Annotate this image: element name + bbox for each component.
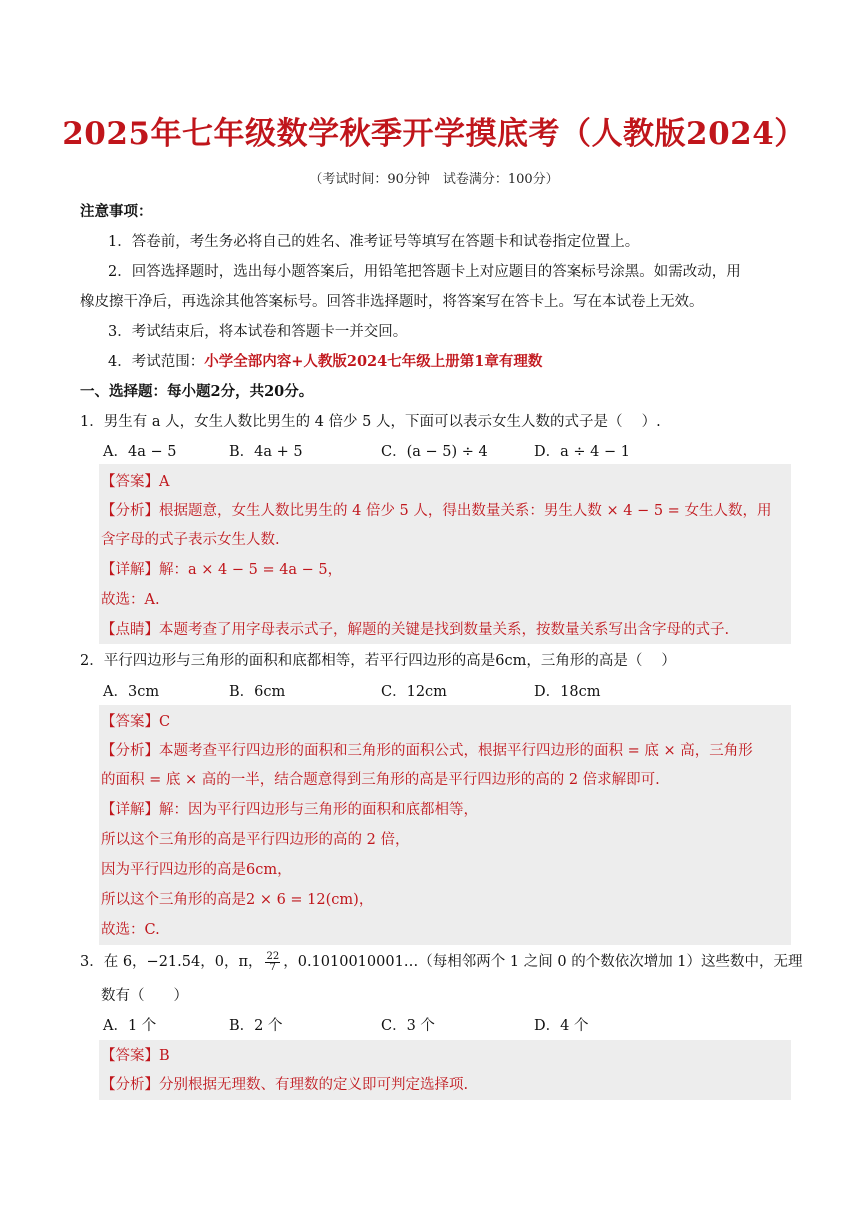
q2-option-d: D．18cm xyxy=(534,684,601,700)
q2-choice: 故选：C. xyxy=(101,922,160,938)
notice-item-3: 3．考试结束后，将本试卷和答题卡一并交回。 xyxy=(108,324,408,340)
notice-item-2b: 橡皮擦干净后，再选涂其他答案标号。回答非选择题时，将答案写在答卡上。写在本试卷上无效。 xyxy=(80,294,704,310)
q2-answer: 【答案】C xyxy=(101,714,171,730)
notice-heading: 注意事项： xyxy=(80,203,153,220)
q3-stem-suffix: ，0.1010010001…（每相邻两个 1 之间 0 的个数依次增加 1）这些数中，无理 xyxy=(283,954,803,970)
q2-detail-3: 因为平行四边形的高是6cm， xyxy=(101,862,292,878)
notice-item-1: 1．答卷前，考生务必将自己的姓名、准考证号等填写在答题卡和试卷指定位置上。 xyxy=(108,234,640,250)
q3-stem xyxy=(80,950,803,973)
q1-option-a: A．4a − 5 xyxy=(103,444,177,460)
fraction-denominator: 7 xyxy=(269,961,277,973)
q1-option-b: B．4a + 5 xyxy=(229,444,303,460)
q1-choice: 故选：A. xyxy=(101,592,160,608)
notice-item-4-prefix: 4．考试范围： xyxy=(108,354,205,370)
q1-solution-box xyxy=(99,464,791,644)
q2-detail-1: 【详解】解：因为平行四边形与三角形的面积和底都相等， xyxy=(101,802,478,818)
q1-option-d: D．a ÷ 4 − 1 xyxy=(534,444,630,460)
fraction xyxy=(265,952,280,973)
q3-option-d: D．4 个 xyxy=(534,1018,589,1034)
q2-analysis-1: 【分析】本题考查平行四边形的面积和三角形的面积公式，根据平行四边形的面积 = 底 × 高，三角形 xyxy=(101,743,753,759)
notice-item-2a: 2．回答选择题时，选出每小题答案后，用铅笔把答题卡上对应题目的答案标号涂黑。如需改动，用 xyxy=(108,264,741,280)
q3-stem-2: 数有（ ） xyxy=(101,988,188,1004)
q3-option-b: B．2 个 xyxy=(229,1018,283,1034)
q2-option-c: C．12cm xyxy=(381,684,447,700)
q1-answer: 【答案】A xyxy=(101,474,170,490)
q2-analysis-2: 的面积 = 底 × 高的一半，结合题意得到三角形的高是平行四边形的高的 2 倍求解即可. xyxy=(101,772,660,788)
exam-scope: 小学全部内容+人教版2024七年级上册第1章有理数 xyxy=(204,353,543,370)
q3-stem-prefix: 3．在 6，−21.54，0，π， xyxy=(80,954,263,970)
section-heading: 一、选择题：每小题2分，共20分。 xyxy=(80,383,314,400)
q3-analysis: 【分析】分别根据无理数、有理数的定义即可判定选择项. xyxy=(101,1077,469,1093)
q1-stem: 1．男生有 a 人，女生人数比男生的 4 倍少 5 人，下面可以表示女生人数的式子是（ ）. xyxy=(80,414,661,430)
q2-detail-4: 所以这个三角形的高是2 × 6 = 12(cm)， xyxy=(101,892,374,908)
exam-info: （考试时间：90分钟 试卷满分：100分） xyxy=(309,172,559,187)
q1-analysis-2: 含字母的式子表示女生人数. xyxy=(101,532,280,548)
q2-stem: 2．平行四边形与三角形的面积和底都相等，若平行四边形的高是6cm，三角形的高是（ ） xyxy=(80,653,676,669)
q1-detail: 【详解】解：a × 4 − 5 = 4a − 5， xyxy=(101,562,343,578)
q2-detail-2: 所以这个三角形的高是平行四边形的高的 2 倍， xyxy=(101,832,410,848)
notice-item-4 xyxy=(108,350,542,371)
q3-option-a: A．1 个 xyxy=(103,1018,157,1034)
q1-option-c: C．(a − 5) ÷ 4 xyxy=(381,444,488,460)
page-title: 2025年七年级数学秋季开学摸底考（人教版2024） xyxy=(62,116,806,152)
q3-answer: 【答案】B xyxy=(101,1048,170,1064)
q2-option-a: A．3cm xyxy=(103,684,160,700)
q3-option-c: C．3 个 xyxy=(381,1018,435,1034)
q1-comment: 【点睛】本题考查了用字母表示式子，解题的关键是找到数量关系，按数量关系写出含字母的式子. xyxy=(101,622,730,638)
q1-analysis-1: 【分析】根据题意，女生人数比男生的 4 倍少 5 人，得出数量关系：男生人数 × 4 − 5 = 女生人数，用 xyxy=(101,503,772,519)
q2-option-b: B．6cm xyxy=(229,684,286,700)
fraction-numerator: 22 xyxy=(266,950,280,962)
